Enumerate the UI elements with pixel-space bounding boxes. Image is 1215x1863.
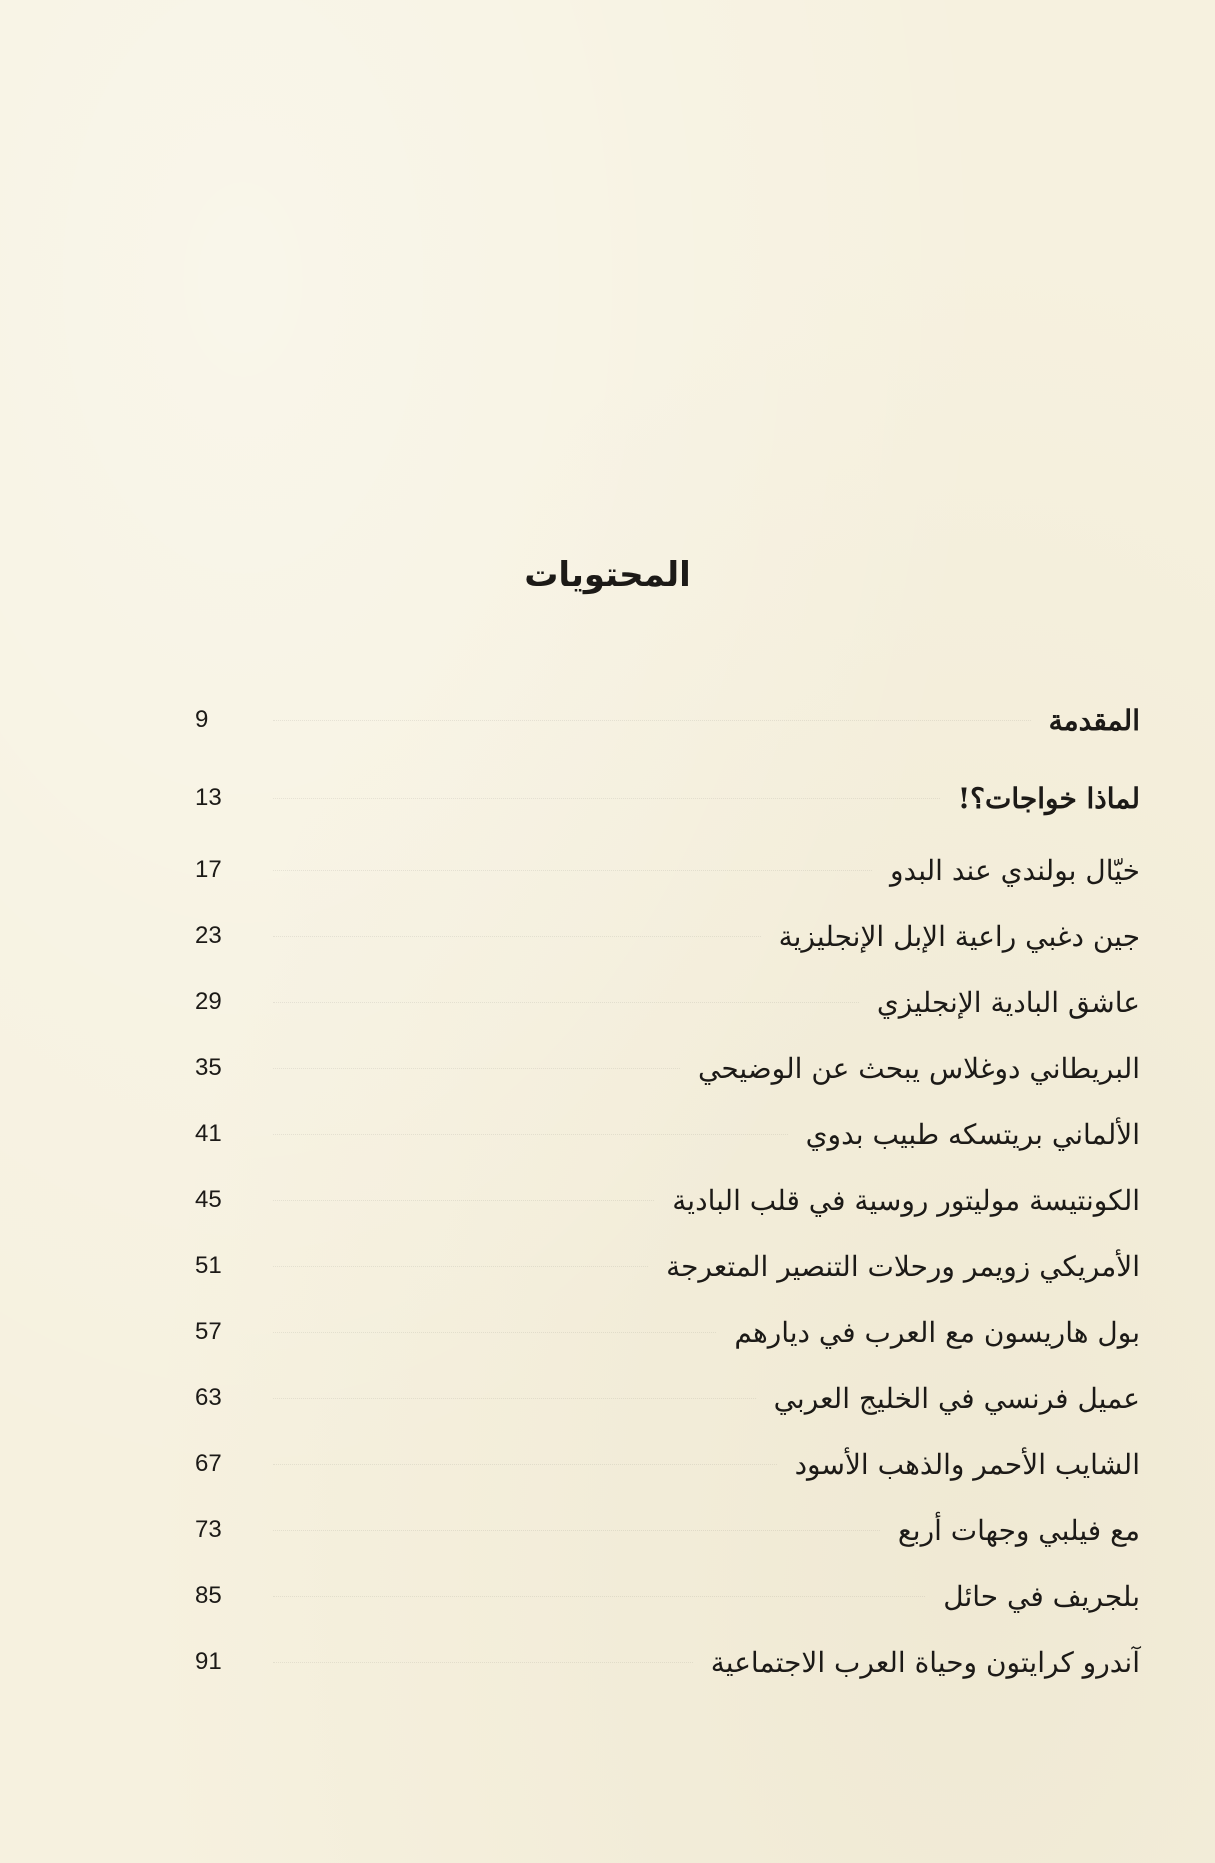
toc-page-number: 63 [195, 1384, 222, 1411]
toc-entry-title: الأمريكي زويمر ورحلات التنصير المتعرجة [666, 1249, 1140, 1283]
toc-page-number: 73 [195, 1516, 222, 1543]
toc-entry-title: جين دغبي راعية الإبل الإنجليزية [778, 919, 1140, 953]
leader-dots [273, 1463, 777, 1465]
toc-page-number: 35 [195, 1054, 222, 1081]
leader-dots [273, 1397, 756, 1399]
toc-entry-title: بلجريف في حائل [943, 1579, 1140, 1613]
leader-dots [273, 935, 761, 937]
toc-page-number: 45 [195, 1186, 222, 1213]
toc-entry-title: الشايب الأحمر والذهب الأسود [794, 1447, 1140, 1481]
toc-entry [180, 1167, 1140, 1233]
toc-entry-title: آندرو كرايتون وحياة العرب الاجتماعية [710, 1645, 1140, 1679]
page-title: المحتويات [524, 555, 691, 595]
toc-entry [180, 1497, 1140, 1563]
toc-page-number: 29 [195, 988, 222, 1015]
toc-page-number: 41 [195, 1120, 222, 1147]
toc-entry [180, 903, 1140, 969]
toc-entry [180, 759, 1140, 837]
toc-entry-title: الألماني بريتسكه طبيب بدوي [805, 1117, 1140, 1151]
leader-dots [273, 1595, 925, 1597]
toc-entry [180, 1431, 1140, 1497]
toc-entry [180, 1629, 1140, 1695]
toc-entry-title: خيّال بولندي عند البدو [889, 853, 1140, 887]
leader-dots [273, 1199, 654, 1201]
toc-entry-title: الكونتيسة موليتور روسية في قلب البادية [672, 1183, 1140, 1217]
toc-entry [180, 837, 1140, 903]
leader-dots [273, 1133, 788, 1135]
toc-page-number: 13 [195, 784, 222, 811]
toc-page-number: 9 [195, 706, 209, 733]
leader-dots [273, 1001, 859, 1003]
toc-entry-title: مع فيلبي وجهات أربع [897, 1513, 1140, 1547]
toc-entry [180, 1299, 1140, 1365]
toc-entry [180, 1233, 1140, 1299]
toc-entry-title: عاشق البادية الإنجليزي [876, 985, 1140, 1019]
toc-page-number: 67 [195, 1450, 222, 1477]
leader-dots [273, 719, 1031, 721]
leader-dots [273, 1067, 680, 1069]
toc-entry-title: عميل فرنسي في الخليج العربي [773, 1381, 1140, 1415]
toc-entry [180, 681, 1140, 759]
toc-page-number: 17 [195, 856, 222, 883]
leader-dots [273, 1529, 880, 1531]
table-of-contents [180, 681, 1140, 1695]
toc-entry [180, 1563, 1140, 1629]
toc-page-number: 57 [195, 1318, 222, 1345]
toc-page-number: 85 [195, 1582, 222, 1609]
toc-entry-title: المقدمة [1048, 703, 1140, 737]
toc-entry-title: بول هاريسون مع العرب في ديارهم [734, 1315, 1140, 1349]
leader-dots [273, 1265, 648, 1267]
toc-page-number: 91 [195, 1648, 222, 1675]
toc-entry-title: البريطاني دوغلاس يبحث عن الوضيحي [698, 1051, 1140, 1085]
leader-dots [273, 1661, 693, 1663]
toc-page-number: 23 [195, 922, 222, 949]
toc-entry [180, 1101, 1140, 1167]
toc-entry [180, 1365, 1140, 1431]
toc-entry [180, 969, 1140, 1035]
toc-entry-title: لماذا خواجات؟! [957, 781, 1140, 815]
leader-dots [273, 1331, 716, 1333]
leader-dots [273, 869, 872, 871]
leader-dots [273, 797, 940, 799]
toc-entry [180, 1035, 1140, 1101]
toc-page-number: 51 [195, 1252, 222, 1279]
